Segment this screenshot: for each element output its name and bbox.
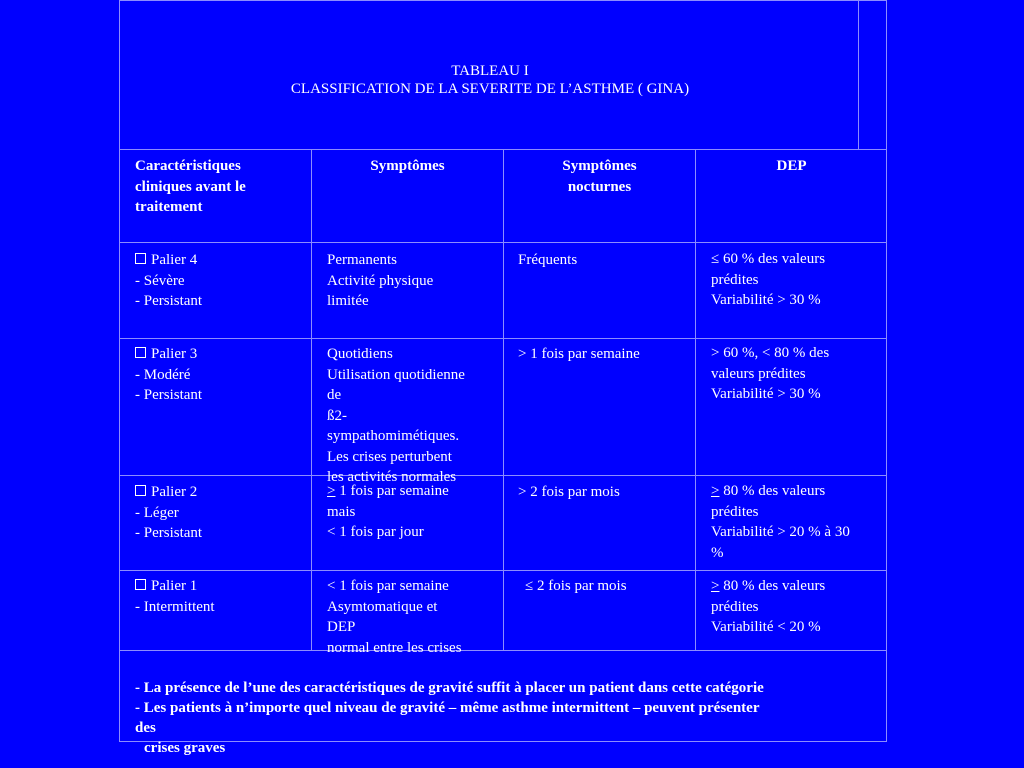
palier-label: Palier 3 <box>151 346 198 362</box>
palier-label: Palier 4 <box>151 252 198 268</box>
palier-label: Palier 1 <box>151 578 198 594</box>
row3-characteristics <box>135 344 202 406</box>
severity-label: - Sévère <box>135 272 185 289</box>
col-rule-2 <box>503 149 504 650</box>
symptom-line: limitée <box>327 293 369 309</box>
note-line: - La présence de l’une des caractéristiques de gravité suffit à placer un patient dans cette catégorie <box>135 680 764 696</box>
header-nocturnal <box>504 156 695 197</box>
header-symptoms-label: Symptômes <box>370 158 445 174</box>
nocturnal-line: ≤ 2 fois par mois <box>525 578 627 594</box>
row2-dep <box>711 481 850 563</box>
title-line-1: TABLEAU I <box>451 63 529 79</box>
row1-dep <box>711 576 825 638</box>
persistence-label: - Persistant <box>135 387 203 403</box>
row2-symptoms <box>327 481 449 543</box>
greater-equal-symbol: > <box>327 483 336 499</box>
col-rule-1 <box>311 149 312 650</box>
col-rule-3 <box>695 149 696 650</box>
header-dep-label: DEP <box>776 158 807 174</box>
notes-top-rule <box>120 650 887 651</box>
row3-nocturnal <box>518 344 640 365</box>
notes-block <box>135 678 875 758</box>
severity-label: - Léger <box>135 504 179 521</box>
persistence-label: - Persistant <box>135 525 203 541</box>
symptom-line: de <box>327 387 342 403</box>
symptom-line: Permanents <box>327 252 397 268</box>
header-characteristics-line: cliniques avant le <box>135 178 246 195</box>
note-line: crises graves <box>144 740 226 756</box>
row2-nocturnal <box>518 482 620 503</box>
symptom-line: < 1 fois par semaine <box>327 578 449 594</box>
row2-characteristics <box>135 482 202 544</box>
nocturnal-line: Fréquents <box>518 252 578 268</box>
symptom-line: 1 fois par semaine <box>335 483 449 499</box>
severity-label: - Modéré <box>135 366 191 383</box>
header-characteristics <box>135 156 246 218</box>
row4-characteristics <box>135 250 202 312</box>
row4-dep <box>711 249 825 311</box>
row4-nocturnal <box>518 250 577 271</box>
dep-line: Variabilité > 20 % à 30 <box>711 524 850 540</box>
symptom-line: Quotidiens <box>327 346 393 362</box>
dep-line: prédites <box>711 503 759 520</box>
checkbox-square-icon <box>135 253 146 264</box>
persistence-label: - Persistant <box>135 293 203 309</box>
dep-line: prédites <box>711 598 759 615</box>
symptom-line: mais <box>327 503 356 520</box>
symptom-line: < 1 fois par jour <box>327 524 424 540</box>
dep-line: Variabilité > 30 % <box>711 292 821 308</box>
symptom-line: sympathomimétiques. <box>327 428 460 444</box>
header-nocturnal-line: nocturnes <box>567 178 632 195</box>
header-characteristics-line: traitement <box>135 199 203 215</box>
row1-symptoms <box>327 576 462 658</box>
dep-line: % <box>711 544 724 561</box>
symptom-line: Asymtomatique et <box>327 598 438 615</box>
nocturnal-line: > 2 fois par mois <box>518 484 620 500</box>
row1-nocturnal <box>525 576 627 597</box>
checkbox-square-icon <box>135 485 146 496</box>
header-characteristics-line: Caractéristiques <box>135 158 241 174</box>
greater-equal-symbol: > <box>711 483 720 499</box>
header-symptoms <box>312 156 503 177</box>
dep-line: valeurs prédites <box>711 365 806 382</box>
dep-line: > 60 %, < 80 % des <box>711 345 830 361</box>
dep-line: Variabilité > 30 % <box>711 386 821 402</box>
row4-symptoms <box>327 250 433 312</box>
row3-dep <box>711 343 829 405</box>
title-line-2: CLASSIFICATION DE LA SEVERITE DE L’ASTHME ( GINA) <box>290 81 690 97</box>
dep-line: 80 % des valeurs <box>719 483 826 499</box>
palier-label: Palier 2 <box>151 484 198 500</box>
symptom-line: Les crises perturbent <box>327 448 452 465</box>
nocturnal-line: > 1 fois par semaine <box>518 346 640 362</box>
checkbox-square-icon <box>135 579 146 590</box>
checkbox-square-icon <box>135 347 146 358</box>
dep-line: 80 % des valeurs <box>719 578 826 594</box>
symptom-line: ß2- <box>327 407 347 424</box>
greater-equal-symbol: > <box>711 578 720 594</box>
symptom-line: DEP <box>327 619 356 635</box>
header-nocturnal-line: Symptômes <box>562 158 637 174</box>
dep-line: Variabilité < 20 % <box>711 619 821 635</box>
note-line: des <box>135 720 156 736</box>
symptom-line: Activité physique <box>327 272 434 289</box>
dep-line: ≤ 60 % des valeurs <box>711 251 826 267</box>
header-dep <box>696 156 887 177</box>
row1-characteristics <box>135 576 215 617</box>
severity-label: - Intermittent <box>135 598 215 615</box>
note-line: - Les patients à n’importe quel niveau de gravité – même asthme intermittent – peuvent présenter <box>135 700 760 716</box>
symptom-line: Utilisation quotidienne <box>327 366 465 383</box>
symptom-line: normal entre les crises <box>327 639 462 656</box>
table-title <box>120 62 860 98</box>
dep-line: prédites <box>711 271 759 288</box>
row3-symptoms <box>327 344 465 488</box>
symptom-line: les activités normales <box>327 469 457 485</box>
